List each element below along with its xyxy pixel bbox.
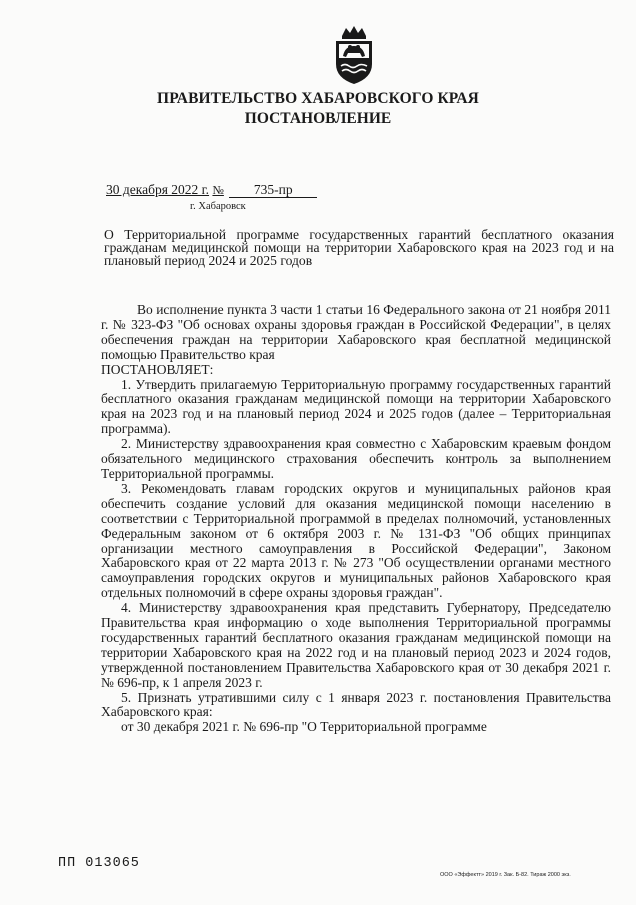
document-type: ПОСТАНОВЛЕНИЕ [244, 110, 392, 127]
form-code: ПП 013065 [58, 856, 140, 871]
printer-mark: ООО «Эффектт» 2019 г. Зак. Б-82. Тираж 2000 экз. [440, 872, 571, 878]
item-paragraph-5: 5. Признать утратившими силу с 1 января 2023 г. постановления Правительства Хабаровского края: [101, 689, 611, 720]
item-paragraph-3: 3. Рекомендовать главам городских округов и муниципальных районов края обеспечить создание условий для оказания медицинской помощи населению в соответствии с Территориальной программой в пределах полномочий, установленных Федеральным законом от 6 октября 2003 г. № 131-ФЗ "Об общих принципах организации местного самоуправления в Российской Федерации", Законом Хабаровского края от 22 марта 2013 г. № 273 "Об осуществлении органами местного самоуправления городских округов и муниципальных районов Хабаровского края отдельных полномочий в сфере охраны здоровья граждан". [101, 480, 611, 601]
date-number-line [106, 182, 317, 198]
document-subject: О Территориальной программе государственных гарантий бесплатного оказания гражданам медицинской помощи на территории Хабаровского края на 2023 год и на плановый период 2024 и 2025 годов [104, 227, 614, 268]
document-number: 735-пр [229, 183, 317, 198]
khabarovsk-coat-of-arms-icon [332, 24, 376, 86]
document-city: г. Хабаровск [190, 201, 246, 212]
continuation-line: от 30 декабря 2021 г. № 696-пр "О Территориальной программе [121, 719, 487, 735]
item-paragraph-1: 1. Утвердить прилагаемую Территориальную программу государственных гарантий бесплатного оказания гражданам медицинской помощи на территории Хабаровского края на 2023 год и на плановый период 2024 и 2025 годов (далее – Территориальная программа). [101, 376, 611, 437]
resolves-keyword: ПОСТАНОВЛЯЕТ: [101, 361, 214, 377]
document-body [101, 303, 611, 735]
organization-title: ПРАВИТЕЛЬСТВО ХАБАРОВСКОГО КРАЯ [157, 90, 479, 107]
item-paragraph-4: 4. Министерству здравоохранения края представить Губернатору, Председателю Правительства края информацию о ходе выполнения Территориальной программы государственных гарантий бесплатного оказания гражданам медицинской помощи на территории Хабаровского края на 2022 год и на плановый период 2023 и 2024 годов, утвержденной постановлением Правительства Хабаровского края от 30 декабря 2021 г. № 696-пр, к 1 апреля 2023 г. [101, 600, 611, 690]
number-label: № [212, 183, 224, 197]
document-date: 30 декабря 2022 г. [106, 182, 210, 197]
preamble-paragraph: Во исполнение пункта 3 части 1 статьи 16 Федерального закона от 21 ноября 2011 г. № 323-ФЗ "Об основах охраны здоровья граждан в Российской Федерации", в целях обеспечения граждан на территории Хабаровского края бесплатной медицинской помощью Правительство края [101, 302, 611, 362]
item-paragraph-2: 2. Министерству здравоохранения края совместно с Хабаровским краевым фондом обязательного медицинского страхования обеспечить контроль за выполнением Территориальной программы. [101, 436, 611, 481]
